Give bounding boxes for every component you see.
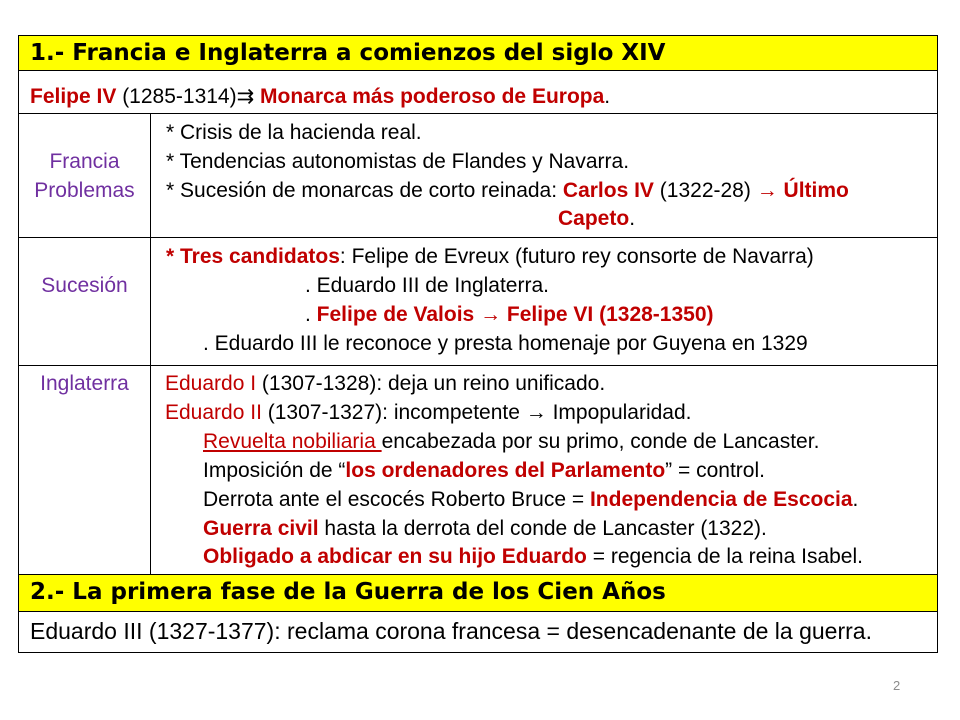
row-label-cell [19,366,151,574]
plain-text: . [305,303,317,326]
plain-text: * Tendencias autonomistas de Flandes y Navarra. [166,150,630,173]
emphasis-text: Eduardo I [165,372,257,395]
row-label-inglaterra: Inglaterra [40,372,129,395]
section-2-heading-row [18,574,938,612]
bullet-line [166,147,629,176]
candidate-line [305,300,714,329]
detail-line [203,456,765,485]
king-summary: Monarca más poderoso de Europa [254,85,605,108]
section-1-heading-row [18,35,938,71]
eduardo-iii-line: Eduardo III (1327-1377): reclama corona francesa = desencadenante de la guerra. [30,618,872,644]
plain-text: (1307-1328): deja un reino unificado. [256,372,606,395]
francia-problemas-row [18,113,938,238]
candidate-line [305,271,549,300]
underlined-emphasis-text: Revuelta nobiliaria [203,430,382,453]
eduardo-iii-row [18,611,938,653]
sucesion-row [18,237,938,366]
row-label-problemas: Problemas [34,179,135,202]
plain-text: . Eduardo III de Inglaterra. [305,274,549,297]
plain-text: * Sucesión de monarcas de corto reinada: [166,179,563,202]
plain-text: : Felipe de Evreux (futuro rey consorte de Navarra) [339,245,814,268]
row-label-cell [19,238,151,365]
reign-line [165,398,692,427]
emphasis-text: Eduardo II [165,401,262,424]
emphasis-text: Felipe de Valois → Felipe VI (1328-1350) [316,303,714,326]
detail-line [203,427,819,456]
bullet-line [166,242,814,271]
felipe-iv-row [18,70,938,114]
row-label-sucesion: Sucesión [41,274,128,297]
emphasis-text: Independencia de Escocia [589,488,853,511]
reign-years: (1285-1314)⇉ [116,85,255,108]
bullet-line [166,118,422,147]
plain-text: . Eduardo III le reconoce y presta homenaje por Guyena en 1329 [203,332,808,355]
plain-text: encabezada por su primo, conde de Lancaster. [381,430,820,453]
emphasis-text: Obligado a abdicar en su hijo Eduardo [203,545,587,568]
felipe-iv-line [30,82,610,111]
bullet-line [166,176,849,205]
inglaterra-row [18,365,938,575]
emphasis-text: Guerra civil [203,517,319,540]
emphasis-text: los ordenadores del Parlamento [345,459,666,482]
section-1-heading: 1.- Francia e Inglaterra a comienzos del siglo XIV [30,40,666,66]
plain-text: = regencia de la reina Isabel. [586,545,863,568]
plain-text: Imposición de “ [203,459,346,482]
plain-text: (1322-28) [653,179,757,202]
detail-line [203,329,808,358]
plain-text: hasta la derrota del conde de Lancaster (1322). [318,517,767,540]
punctuation: . [604,85,611,108]
detail-line [203,485,858,514]
plain-text: Derrota ante el escocés Roberto Bruce = [203,488,590,511]
reign-line [165,369,605,398]
page-number: 2 [893,678,901,693]
plain-text: * Crisis de la hacienda real. [166,121,422,144]
detail-line [203,542,863,571]
detail-line [203,514,767,543]
emphasis-text: → Último [756,179,849,202]
row-label-cell [19,114,151,237]
punctuation: . [852,488,859,511]
emphasis-text: * Tres candidatos [166,245,340,268]
continuation-line [558,204,635,233]
emphasis-text: Carlos IV [562,179,654,202]
plain-text: ” = control. [665,459,765,482]
section-2-heading: 2.- La primera fase de la Guerra de los Cien Años [30,579,666,605]
row-label-francia: Francia [49,150,120,173]
king-name: Felipe IV [30,85,117,108]
plain-text: (1307-1327): incompetente → Impopularidad. [261,401,692,424]
punctuation: . [629,207,636,230]
emphasis-text: Capeto [558,207,630,230]
